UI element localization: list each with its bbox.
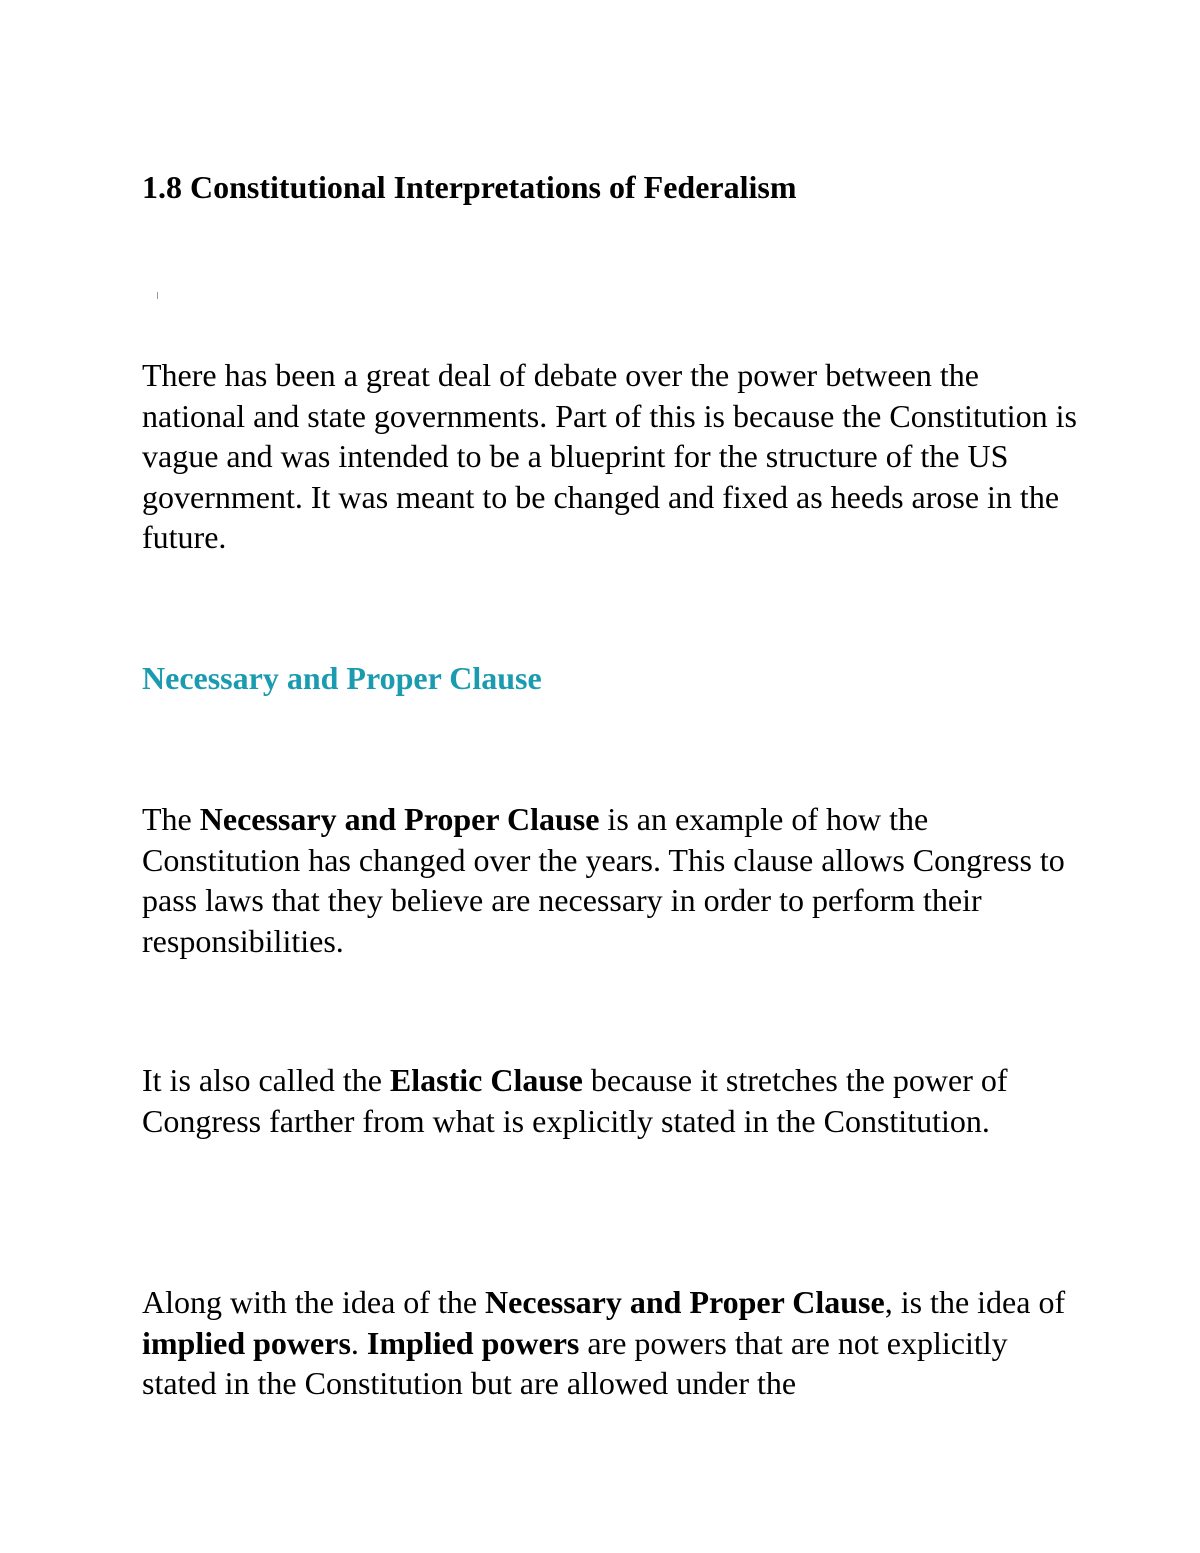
p2-text-after: is an example of how the Constitution has changed over the years. This clause allows Congress to pass laws that they believe are necessary in order to perform their responsibilities. [142, 801, 1065, 959]
p4-text-mid2: . [350, 1324, 367, 1361]
p4-text-before: Along with the idea of the [142, 1284, 486, 1320]
section-heading-necessary-proper: Necessary and Proper Clause [142, 660, 542, 696]
p4-text-after: are powers that are not explicitly stated in the Constitution but are allowed under the [142, 1324, 1008, 1402]
stray-mark [157, 292, 158, 299]
p4-text-mid1: , is the idea of [884, 1284, 1066, 1320]
p2-text-before: The [142, 801, 200, 837]
paragraph-necessary-proper [142, 799, 1082, 961]
term-necessary-proper-clause-2: Necessary and Proper Clause [485, 1284, 885, 1320]
term-implied-powers-2: Implied powers [366, 1324, 580, 1361]
term-implied-powers: implied powers [142, 1324, 351, 1361]
document-title: 1.8 Constitutional Interpretations of Federalism [142, 169, 797, 205]
intro-paragraph: There has been a great deal of debate over the power between the national and state governments. Part of this is because the Constitution is vague and was intended to be a blueprint for the structure of the US government. It was meant to be changed and fixed as heeds arose in the future. [142, 357, 1077, 556]
p3-text-before: It is also called the [142, 1062, 390, 1098]
p3-text-after: because it stretches the power of Congress farther from what is explicitly stated in the Constitution. [142, 1062, 1008, 1139]
paragraph-implied-powers [142, 1282, 1082, 1404]
term-elastic-clause: Elastic Clause [389, 1062, 583, 1098]
paragraph-elastic-clause [142, 1060, 1082, 1141]
term-necessary-proper-clause: Necessary and Proper Clause [199, 801, 600, 837]
